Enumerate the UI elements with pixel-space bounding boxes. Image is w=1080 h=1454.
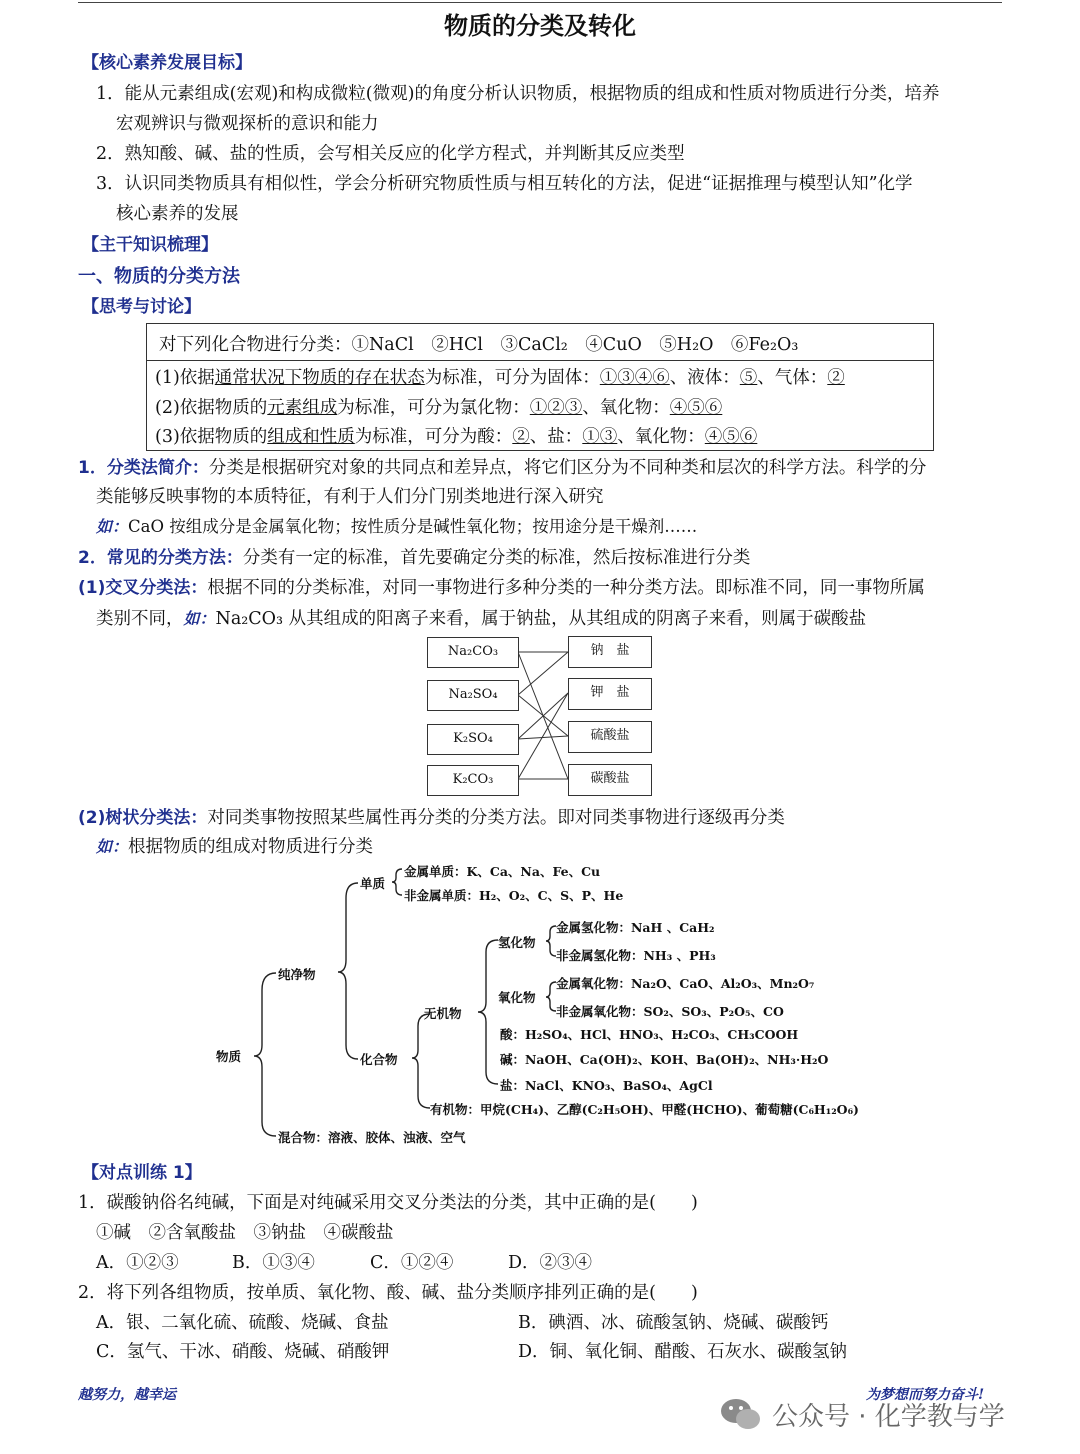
r3-c: 、盐： bbox=[529, 427, 583, 447]
r3-salt: ①③ bbox=[582, 427, 618, 447]
r1-b: 为标准，可分为固体： bbox=[424, 368, 600, 388]
q2-stem: 2．将下列各组物质，按单质、氧化物、酸、碱、盐分类顺序排列正确的是( ) bbox=[78, 1283, 698, 1303]
brace-element bbox=[392, 869, 402, 895]
tree-salt: 盐：NaCl、KNO₃、BaSO₄、AgCl bbox=[500, 1078, 713, 1093]
r3-d: 、氧化物： bbox=[617, 427, 705, 447]
tree-nonmetal-oxide: 非金属氧化物：SO₂、SO₃、P₂O₅、CO bbox=[556, 1004, 784, 1019]
tree-metal-oxide: 金属氧化物：Na₂O、CaO、Al₂O₃、Mn₂O₇ bbox=[556, 976, 815, 991]
q1-option-c[interactable]: C．①②④ bbox=[370, 1253, 454, 1273]
watermark: 公众号 · 化学教与学 bbox=[772, 1402, 1005, 1432]
knowledge-tag: 【主干知识梳理】 bbox=[82, 235, 218, 255]
goal-1-line1: 1．能从元素组成(宏观)和构成微粒(微观)的角度分析认识物质，根据物质的组成和性质对物质进行分类，培养 bbox=[96, 84, 940, 104]
r2-oxide: ④⑤⑥ bbox=[669, 398, 723, 418]
tree-metal-hydride: 金属氢化物：NaH 、CaH₂ bbox=[556, 920, 715, 935]
tree-element: 单质 bbox=[360, 876, 386, 891]
brace-compound bbox=[412, 1014, 430, 1108]
tree-acid: 酸：H₂SO₄、HCl、HNO₃、H₂CO₃、CH₃COOH bbox=[500, 1027, 799, 1042]
footer-left: 越努力，越幸运 bbox=[78, 1387, 176, 1403]
q1-option-a[interactable]: A．①②③ bbox=[96, 1253, 179, 1273]
tree-nonmetal-element: 非金属单质：H₂、O₂、C、S、P、He bbox=[404, 888, 624, 903]
p4-label: (2)树状分类法： bbox=[78, 808, 208, 828]
r3-standard: 组成和性质 bbox=[267, 427, 355, 447]
cross-left-2: Na₂SO₄ bbox=[427, 680, 519, 711]
tree-compound: 化合物 bbox=[360, 1052, 398, 1067]
p1-ex-text: CaO 按组成分是金属氧化物；按性质分是碱性氧化物；按用途分是干燥剂…… bbox=[128, 517, 698, 536]
practice-tag: 【对点训练 1】 bbox=[82, 1163, 202, 1183]
r1-liquid: ⑤ bbox=[739, 368, 758, 388]
cross-left-1: Na₂CO₃ bbox=[427, 637, 519, 668]
r2-standard: 元素组成 bbox=[267, 398, 338, 418]
goal-3-line2: 核心素养的发展 bbox=[116, 204, 239, 224]
discuss-tag: 【思考与讨论】 bbox=[82, 297, 201, 317]
q1-stem: 1．碳酸钠俗名纯碱，下面是对纯碱采用交叉分类法的分类，其中正确的是( ) bbox=[78, 1193, 698, 1213]
r1-c: 、液体： bbox=[669, 368, 740, 388]
p1-label: 1．分类法简介： bbox=[78, 458, 209, 478]
p3-ex-label: 如： bbox=[183, 609, 216, 628]
tree-root: 物质 bbox=[216, 1049, 242, 1064]
r1-solid: ①③④⑥ bbox=[599, 368, 670, 388]
r2-c: 、氧化物： bbox=[582, 398, 670, 418]
r1-d: 、气体： bbox=[757, 368, 828, 388]
wechat-icon bbox=[718, 1394, 764, 1434]
part1-title: 一、物质的分类方法 bbox=[78, 266, 240, 287]
brace-root bbox=[254, 973, 276, 1136]
discussion-header: 对下列化合物进行分类：①NaCl ②HCl ③CaCl₂ ④CuO ⑤H₂O ⑥Fe₂O₃ bbox=[159, 335, 799, 355]
cross-right-1: 钠 盐 bbox=[568, 636, 652, 668]
tree-mixture: 混合物：溶液、胶体、浊液、空气 bbox=[278, 1130, 466, 1145]
tree-oxide: 氧化物 bbox=[498, 990, 536, 1005]
p1-line2: 类能够反映事物的本质特征，有利于人们分门别类地进行深入研究 bbox=[96, 487, 604, 507]
r3-b: 为标准，可分为酸： bbox=[354, 427, 513, 447]
cross-right-3: 硫酸盐 bbox=[568, 721, 652, 753]
goals-tag: 【核心素养发展目标】 bbox=[82, 53, 252, 73]
cross-right-4: 碳酸盐 bbox=[568, 764, 652, 796]
q1-items: ①碱 ②含氧酸盐 ③钠盐 ④碳酸盐 bbox=[96, 1223, 394, 1243]
q2-option-d[interactable]: D．铜、氧化铜、醋酸、石灰水、碳酸氢钠 bbox=[518, 1342, 848, 1362]
q1-option-d[interactable]: D．②③④ bbox=[508, 1253, 593, 1273]
brace-hydride bbox=[546, 926, 556, 956]
r1-a: (1)依据 bbox=[155, 368, 215, 388]
p4-ex-text: 根据物质的组成对物质进行分类 bbox=[128, 837, 374, 857]
p1-text1: 分类是根据研究对象的共同点和差异点，将它们区分为不同种类和层次的科学方法。科学的分 bbox=[208, 458, 927, 478]
tree-base: 碱：NaOH、Ca(OH)₂、KOH、Ba(OH)₂、NH₃·H₂O bbox=[500, 1052, 829, 1067]
q1-option-b[interactable]: B．①③④ bbox=[232, 1253, 315, 1273]
tree-inorganic: 无机物 bbox=[424, 1006, 462, 1021]
r1-standard: 通常状况下物质的存在状态 bbox=[214, 368, 425, 388]
p4-text: 对同类事物按照某些属性再分类的分类方法。即对同类事物进行逐级再分类 bbox=[207, 808, 785, 828]
r2-a: (2)依据物质的 bbox=[155, 398, 268, 418]
r3-a: (3)依据物质的 bbox=[155, 427, 268, 447]
footer-right: 为梦想而努力奋斗! bbox=[866, 1387, 985, 1403]
goal-1-line2: 宏观辨识与微观探析的意识和能力 bbox=[116, 114, 379, 134]
r1-gas: ② bbox=[827, 368, 845, 388]
tree-pure: 纯净物 bbox=[278, 967, 316, 982]
p2-text: 分类有一定的标准，首先要确定分类的标准，然后按标准进行分类 bbox=[242, 548, 751, 568]
q2-option-a[interactable]: A．银、二氧化硫、硫酸、烧碱、食盐 bbox=[96, 1313, 389, 1333]
q2-option-b[interactable]: B．碘酒、冰、硫酸氢钠、烧碱、碳酸钙 bbox=[518, 1313, 829, 1333]
cross-left-3: K₂SO₄ bbox=[427, 724, 519, 755]
r2-chloride: ①②③ bbox=[529, 398, 583, 418]
cross-right-2: 钾 盐 bbox=[568, 678, 652, 710]
brace-oxide bbox=[546, 982, 556, 1011]
p3-text1: 根据不同的分类标准，对同一事物进行多种分类的一种分类方法。即标准不同，同一事物所属 bbox=[207, 578, 925, 598]
tree-organic: 有机物：甲烷(CH₄)、乙醇(C₂H₅OH)、甲醛(HCHO)、葡萄糖(C₆H₁₂O₆) bbox=[430, 1102, 859, 1117]
p4-ex-label: 如： bbox=[96, 837, 129, 856]
goal-2: 2．熟知酸、碱、盐的性质，会写相关反应的化学方程式，并判断其反应类型 bbox=[96, 144, 685, 164]
q2-option-c[interactable]: C．氢气、干冰、硝酸、烧碱、硝酸钾 bbox=[96, 1342, 390, 1362]
p2-label: 2．常见的分类方法： bbox=[78, 548, 243, 568]
p1-ex-label: 如： bbox=[96, 517, 129, 536]
r2-b: 为标准，可分为氯化物： bbox=[337, 398, 530, 418]
tree-metal-element: 金属单质：K、Ca、Na、Fe、Cu bbox=[404, 864, 601, 879]
tree-nonmetal-hydride: 非金属氢化物：NH₃ 、PH₃ bbox=[556, 948, 716, 963]
page-title: 物质的分类及转化 bbox=[444, 12, 636, 40]
p3-text2b: Na₂CO₃ 从其组成的阳离子来看，属于钠盐，从其组成的阴离子来看，则属于碳酸盐 bbox=[215, 609, 867, 629]
cross-left-4: K₂CO₃ bbox=[427, 765, 519, 796]
brace-inorganic bbox=[478, 940, 498, 1084]
tree-hydride: 氢化物 bbox=[498, 935, 536, 950]
r3-oxide: ④⑤⑥ bbox=[704, 427, 758, 447]
goal-3-line1: 3．认识同类物质具有相似性，学会分析研究物质性质与相互转化的方法，促进“证据推理与模型认知”化学 bbox=[96, 174, 913, 194]
p3-text2a: 类别不同， bbox=[96, 609, 184, 629]
brace-pure bbox=[338, 883, 358, 1059]
r3-acid: ② bbox=[512, 427, 530, 447]
p3-label: (1)交叉分类法： bbox=[78, 578, 208, 598]
